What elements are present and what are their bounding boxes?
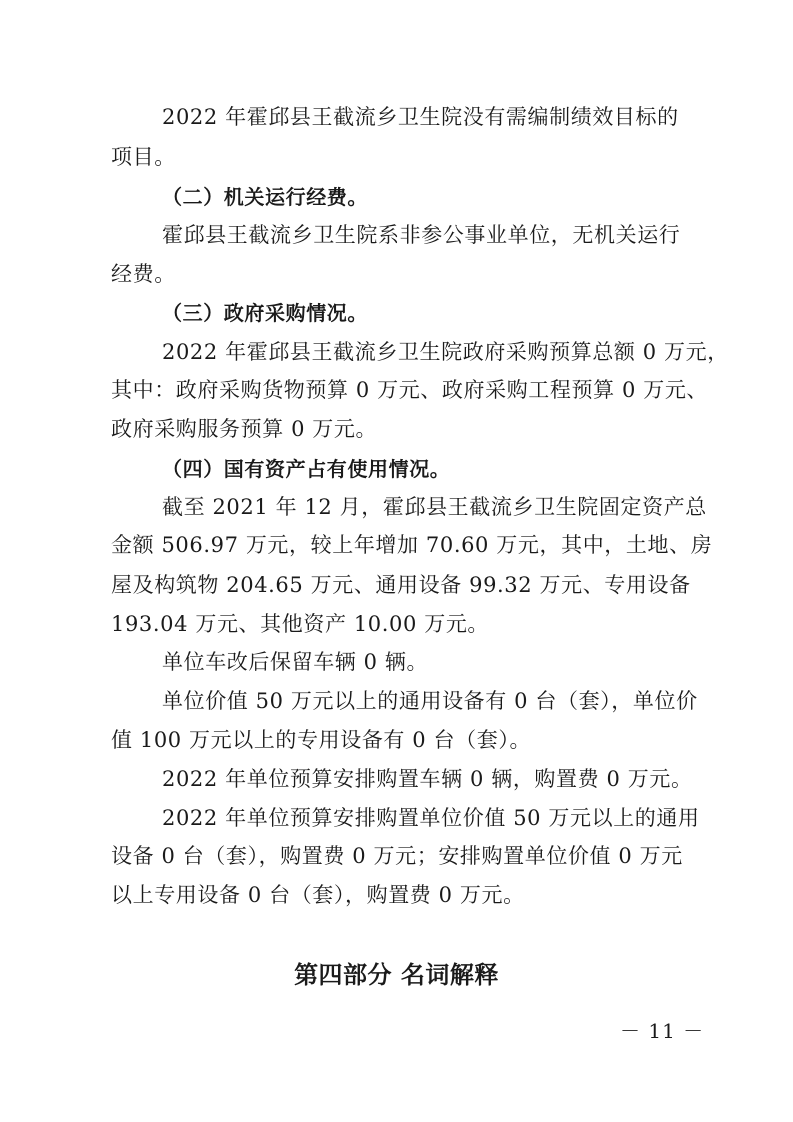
section-heading-operating-expenses: （二）机关运行经费。 <box>162 185 368 209</box>
paragraph-assets-line-2: 金额 506.97 万元，较上年增加 70.60 万元，其中，土地、房 <box>111 533 713 557</box>
paragraph-assets-line-4: 193.04 万元、其他资产 10.00 万元。 <box>111 612 490 636</box>
section-heading-procurement: （三）政府采购情况。 <box>162 301 368 325</box>
paragraph-vehicles: 单位车改后保留车辆 0 辆。 <box>162 650 429 674</box>
part-title: 第四部分 名词解释 <box>294 961 499 989</box>
section-heading-state-assets: （四）国有资产占有使用情况。 <box>162 457 451 481</box>
paragraph-procurement-line-1: 2022 年霍邱县王截流乡卫生院政府采购预算总额 0 万元， <box>162 340 729 364</box>
paragraph-performance-line-2: 项目。 <box>111 145 176 169</box>
page-number: － 11 － <box>620 1019 705 1043</box>
paragraph-procurement-line-3: 政府采购服务预算 0 万元。 <box>111 417 378 441</box>
paragraph-vehicle-purchase: 2022 年单位预算安排购置车辆 0 辆，购置费 0 万元。 <box>162 767 693 791</box>
paragraph-equipment-purchase-line-3: 以上专用设备 0 台（套），购置费 0 万元。 <box>111 883 525 907</box>
paragraph-equipment-line-1: 单位价值 50 万元以上的通用设备有 0 台（套），单位价 <box>162 689 698 713</box>
paragraph-equipment-purchase-line-2: 设备 0 台（套），购置费 0 万元；安排购置单位价值 0 万元 <box>111 844 683 868</box>
paragraph-operating-line-2: 经费。 <box>111 262 176 286</box>
paragraph-equipment-line-2: 值 100 万元以上的专用设备有 0 台（套）。 <box>111 728 532 752</box>
paragraph-performance-line-1: 2022 年霍邱县王截流乡卫生院没有需编制绩效目标的 <box>162 105 679 129</box>
paragraph-operating-line-1: 霍邱县王截流乡卫生院系非参公事业单位，无机关运行 <box>162 223 681 247</box>
paragraph-equipment-purchase-line-1: 2022 年单位预算安排购置单位价值 50 万元以上的通用 <box>162 806 700 830</box>
paragraph-procurement-line-2: 其中：政府采购货物预算 0 万元、政府采购工程预算 0 万元、 <box>111 378 709 402</box>
paragraph-assets-line-1: 截至 2021 年 12 月，霍邱县王截流乡卫生院固定资产总 <box>162 495 707 519</box>
paragraph-assets-line-3: 屋及构筑物 204.65 万元、通用设备 99.32 万元、专用设备 <box>111 573 691 597</box>
